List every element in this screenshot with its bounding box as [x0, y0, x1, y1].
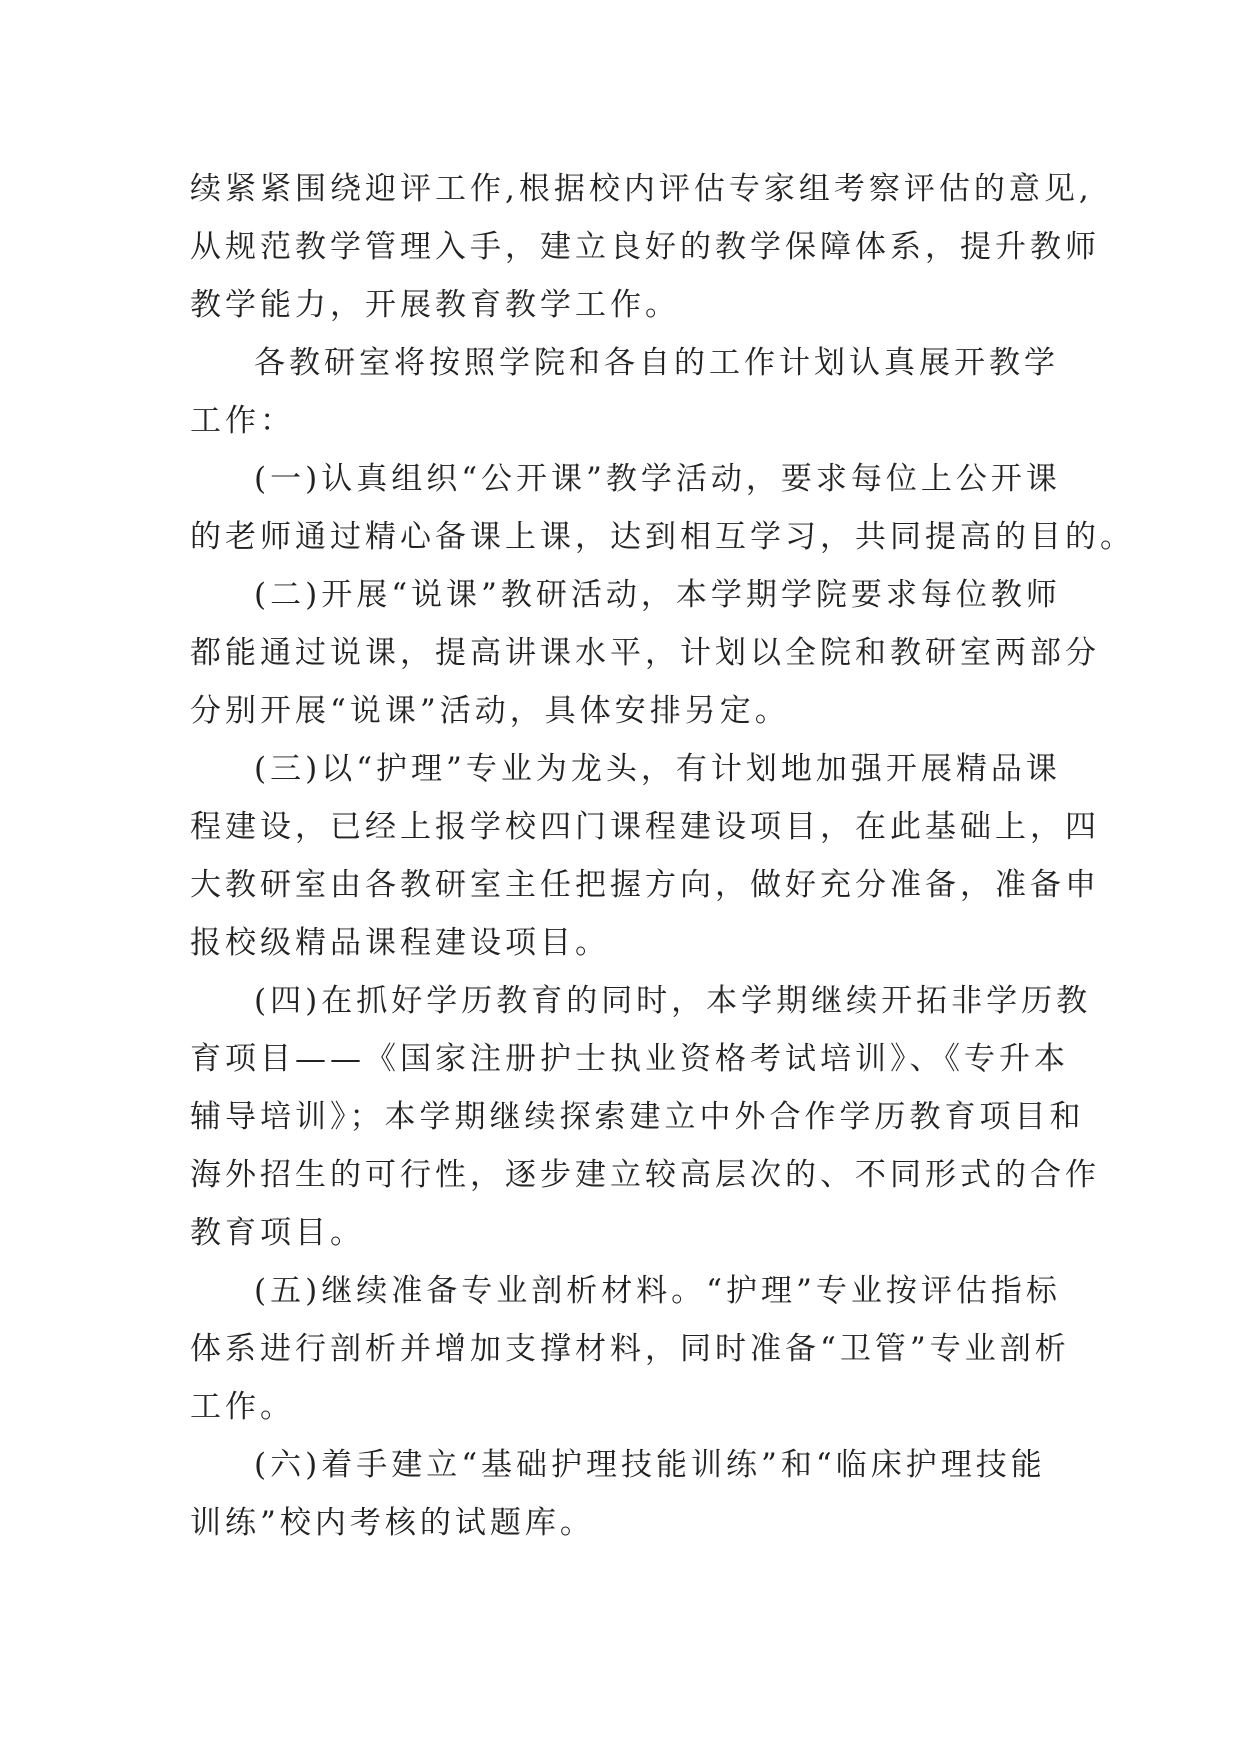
text-line: 海外招生的可行性，逐步建立较高层次的、不同形式的合作	[190, 1157, 1100, 1193]
paragraph-start: (五)继续准备专业剖析材料。“护理”专业按评估指标	[254, 1273, 1061, 1309]
document-body	[190, 160, 1135, 1552]
text-line: 分别开展“说课”活动，具体安排另定。	[190, 693, 790, 729]
paragraph-start: (四)在抓好学历教育的同时，本学期继续开拓非学历教	[254, 983, 1092, 1019]
text-line: 工作。	[190, 1389, 295, 1425]
text-line: 程建设，已经上报学校四门课程建设项目，在此基础上，四	[190, 809, 1100, 845]
text-line: 育项目——《国家注册护士执业资格考试培训》、《专升本	[190, 1041, 1069, 1077]
text-line: 训练”校内考核的试题库。	[190, 1505, 595, 1541]
text-line: 体系进行剖析并增加支撑材料，同时准备“卫管”专业剖析	[190, 1331, 1070, 1367]
text-line: 教学能力，开展教育教学工作。	[190, 287, 680, 323]
paragraph-start: 各教研室将按照学院和各自的工作计划认真展开教学	[254, 345, 1059, 381]
text-line: 从规范教学管理入手，建立良好的教学保障体系，提升教师	[190, 229, 1100, 265]
paragraph-start: (二)开展“说课”教研活动，本学期学院要求每位教师	[254, 577, 1061, 613]
text-line: 大教研室由各教研室主任把握方向，做好充分准备，准备申	[190, 867, 1100, 903]
text-line: 都能通过说课，提高讲课水平，计划以全院和教研室两部分	[190, 635, 1100, 671]
text-line: 辅导培训》；本学期继续探索建立中外合作学历教育项目和	[190, 1099, 1085, 1135]
paragraph-start: (一)认真组织“公开课”教学活动，要求每位上公开课	[254, 461, 1061, 497]
text-line: 工作：	[190, 403, 295, 439]
text-line: 续紧紧围绕迎评工作,根据校内评估专家组考察评估的意见,	[190, 171, 1093, 207]
text-line: 教育项目。	[190, 1215, 365, 1251]
paragraph-start: (六)着手建立“基础护理技能训练”和“临床护理技能	[254, 1447, 1046, 1483]
text-line: 的老师通过精心备课上课，达到相互学习，共同提高的目的。	[190, 519, 1135, 555]
text-line: 报校级精品课程建设项目。	[190, 925, 610, 961]
paragraph-start: (三)以“护理”专业为龙头，有计划地加强开展精品课	[254, 751, 1061, 787]
